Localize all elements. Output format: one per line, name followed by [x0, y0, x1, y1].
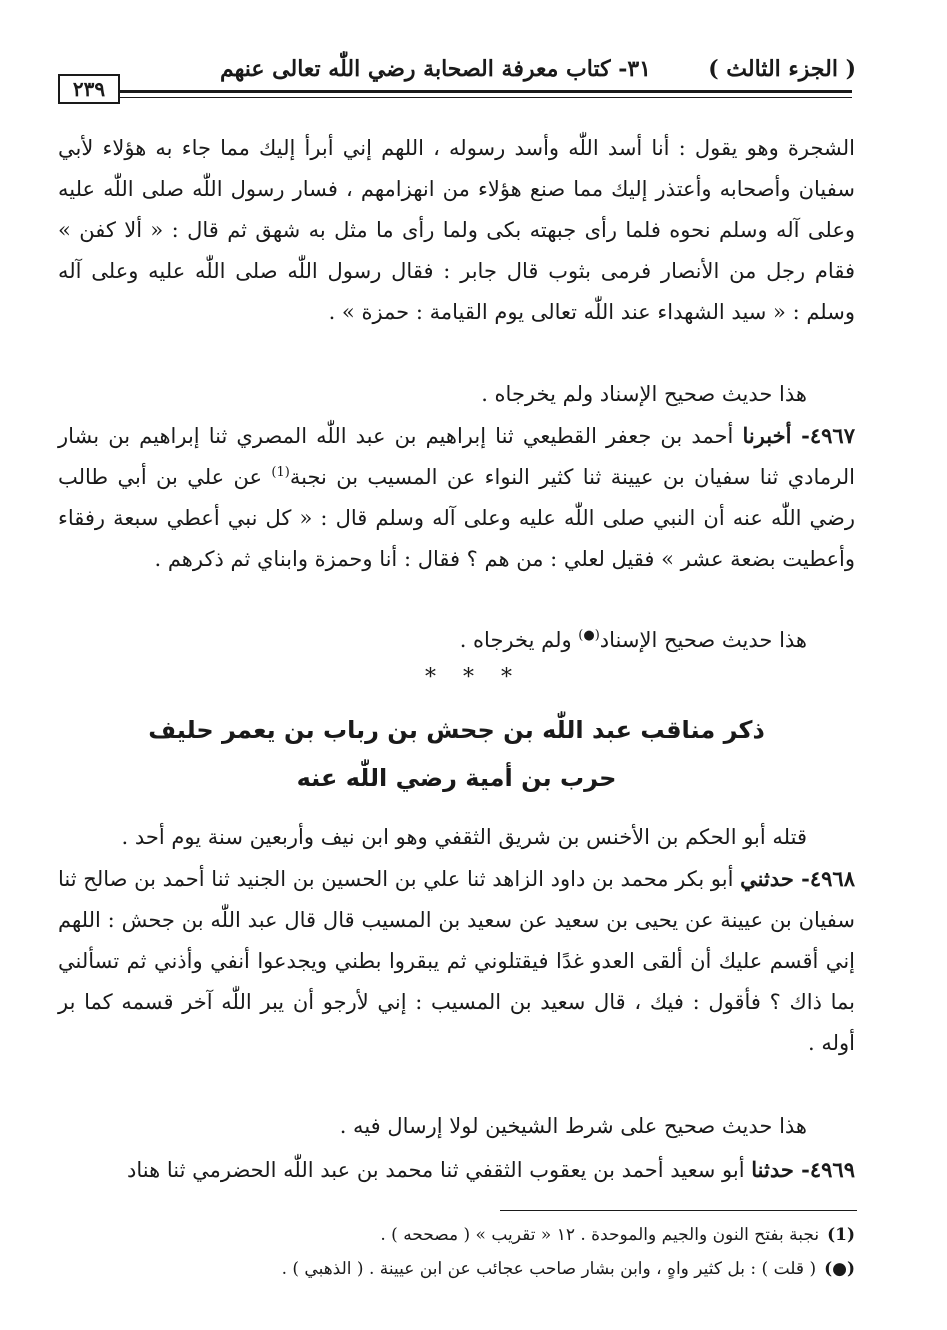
footnote-1 [58, 1220, 855, 1250]
transmission-keyword: أخبرنا [742, 423, 792, 448]
footnote-mark: (1) [827, 1225, 855, 1245]
chapter-title: ٣١- كتاب معرفة الصحابة رضي اللّٰه تعالى عنهم [219, 56, 651, 82]
hadith-text: أحمد بن جعفر القطيعي ثنا إبراهيم بن عبد اللّٰه المصري ثنا إبراهيم بن بشار الرمادي ثنا سفيان بن عيينة ثنا كثير النواء عن المسيب بن نجبة [58, 424, 855, 489]
section-heading-line2: حرب بن أمية رضي اللّٰه عنه [296, 764, 617, 792]
volume-label: ( الجزء الثالث ) [708, 56, 856, 82]
hadith-text: أبو بكر محمد بن داود الزاهد ثنا علي بن الحسين بن الجنيد ثنا أحمد بن صالح ثنا سفيان بن عيينة عن يحيى بن سعيد عن سعيد بن المسيب قال قال عبد اللّٰه بن جحش : اللهم إني أقسم عليك أن ألقى العدو غدًا فيقتلوني ثم يبقروا بطني ويجدعوا أنفي وأذني ثم تسألني بما ذاك ؟ فأقول : فيك ، قال سعيد بن المسيب : إني لأرجو أن يبر اللّٰه آخر قسمه كما بر أوله . [58, 867, 855, 1055]
hadith-dash: - [791, 423, 810, 448]
footnote-text: ( قلت ) : بل كثير واهٍ ، وابن بشار صاحب عجائب عن ابن عيينة . ( الذهبي ) . [281, 1259, 817, 1279]
hadith-number: ٤٩٦٨ [809, 866, 855, 891]
hadith-4967 [58, 415, 855, 580]
header-rule-thick [120, 90, 852, 93]
grading-note: هذا حديث صحيح على شرط الشيخين لولا إرسال فيه . [339, 1114, 807, 1138]
footnote-text: نجبة بفتح النون والجيم والموحدة . ١٢ « تقريب » ( مصححه ) . [380, 1225, 820, 1245]
running-header [56, 52, 856, 92]
header-rule-thin [120, 97, 852, 98]
footnote-ref-1: (1) [271, 465, 290, 480]
grading-text-cont: ولم يخرجاه . [459, 628, 579, 652]
footnote-divider [500, 1210, 857, 1211]
hadith-text-cont: عن علي بن أبي طالب رضي اللّٰه عنه أن النبي صلى اللّٰه عليه وعلى آله وسلم قال : « كل نبي أعطي سبعة رفقاء وأعطيت بضعة عشر » فقيل لعلي : من هم ؟ فقال : أنا وحمزة وابناي ثم ذكرهم . [58, 465, 855, 571]
paragraph-hamza-narration: الشجرة وهو يقول : أنا أسد اللّٰه وأسد رسوله ، اللهم إني أبرأ إليك مما جاء به هؤلاء لأبي سفيان وأصحابه وأعتذر إليك مما صنع هؤلاء من انهزامهم ، فسار رسول اللّٰه صلى اللّٰه عليه وعلى آله وسلم نحوه فلما رأى جبهته بكى ولما رأى ما مثل به شهق ثم قال : « ألا كفن » فقام رجل من الأنصار فرمى بثوب قال جابر : فقال رسول اللّٰه صلى اللّٰه عليه وعلى آله وسلم : « سيد الشهداء عند اللّٰه تعالى يوم القيامة : حمزة » . [58, 136, 855, 324]
grading-note: هذا حديث صحيح الإسناد ولم يخرجاه . [481, 382, 807, 406]
biography-note: قتله أبو الحكم بن الأخنس بن شريق الثقفي وهو ابن نيف وأربعين سنة يوم أحد . [121, 825, 807, 849]
transmission-keyword: حدثنا [751, 1157, 794, 1182]
section-heading-line1: ذكر مناقب عبد اللّٰه بن جحش بن رباب بن يعمر حليف [148, 716, 765, 744]
hadith-number: ٤٩٦٩ [809, 1157, 855, 1182]
hadith-4968 [58, 858, 855, 1064]
hadith-text: أبو سعيد أحمد بن يعقوب الثقفي ثنا محمد بن عبد اللّٰه الحضرمي ثنا هناد [127, 1158, 752, 1182]
grading-note [58, 620, 855, 661]
grading-text: هذا حديث صحيح الإسناد [599, 628, 807, 652]
hadith-dash: - [793, 866, 810, 891]
hadith-4969 [58, 1149, 855, 1191]
page-number: ٢٣٩ [58, 74, 120, 104]
footnote-ref-dot: (●) [578, 628, 600, 643]
section-separator: * * * [425, 665, 522, 690]
hadith-number: ٤٩٦٧ [809, 423, 855, 448]
transmission-keyword: حدثني [740, 866, 794, 891]
footnote-mark: (●) [824, 1259, 855, 1279]
footnote-2 [58, 1254, 855, 1284]
hadith-dash: - [793, 1157, 810, 1182]
